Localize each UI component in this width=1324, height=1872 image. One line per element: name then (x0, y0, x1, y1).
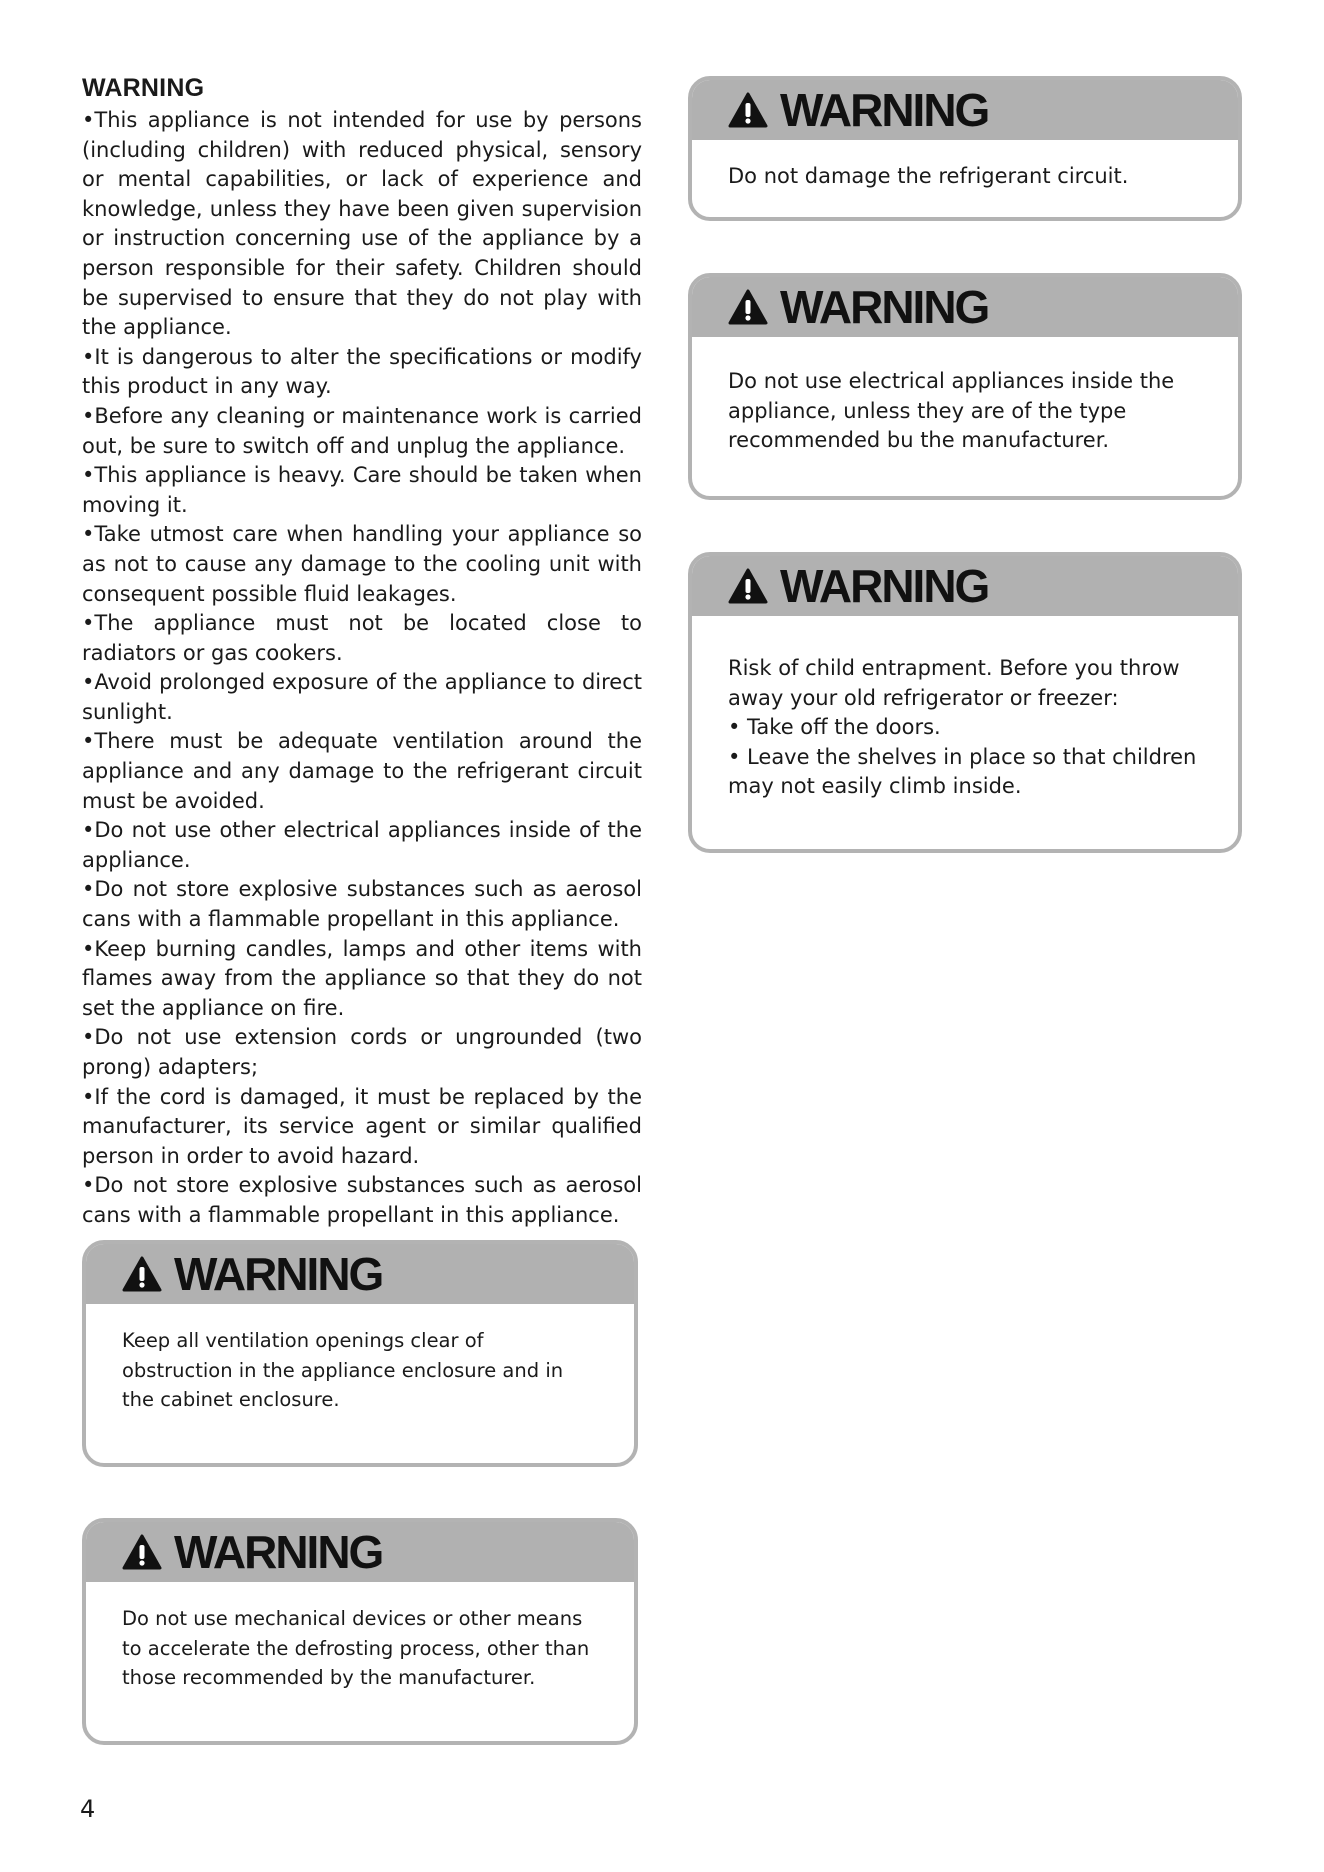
warning-box-body (86, 1304, 634, 1415)
warning-item: • Do not use other electrical appliances inside of the appliance. (82, 816, 642, 875)
warning-item: • This appliance is heavy. Care should be taken when moving it. (82, 461, 642, 520)
warning-box-header (692, 556, 1238, 616)
warning-box-refrigerant (688, 76, 1242, 221)
warning-box-title: WARNING (174, 1248, 383, 1300)
warning-box-body (86, 1582, 634, 1693)
main-warning-section (82, 74, 642, 1231)
warning-box-text: • Leave the shelves in place so that children may not easily climb inside. (728, 744, 1197, 799)
warning-box-header (86, 1244, 634, 1304)
warning-box-text: • Take off the doors. (728, 715, 941, 740)
warning-box-text: Do not damage the refrigerant circuit. (728, 164, 1129, 188)
warning-box-electrical (688, 273, 1242, 500)
warning-box-text: Risk of child entrapment. Before you throw away your old refrigerator or freezer: (728, 656, 1180, 710)
warning-box-entrapment (688, 552, 1242, 853)
warning-box-title: WARNING (174, 1526, 383, 1578)
warning-triangle-icon (728, 92, 768, 128)
warning-item: • There must be adequate ventilation around the appliance and any damage to the refrigerant circuit must be avoided. (82, 727, 642, 816)
warning-box-header (692, 80, 1238, 140)
warning-item: • If the cord is damaged, it must be replaced by the manufacturer, its service agent or similar qualified person in order to avoid hazard. (82, 1083, 642, 1172)
warning-item: • Take utmost care when handling your appliance so as not to cause any damage to the cooling unit with consequent possible fluid leakages. (82, 520, 642, 609)
main-warning-heading: WARNING (82, 74, 205, 102)
warning-item: • The appliance must not be located close to radiators or gas cookers. (82, 609, 642, 668)
warning-box-header (86, 1522, 634, 1582)
warning-box-title: WARNING (780, 84, 989, 136)
warning-box-text: Keep all ventilation openings clear of obstruction in the appliance enclosure and in the cabinet enclosure. (122, 1329, 564, 1412)
warning-box-title: WARNING (780, 560, 989, 612)
warning-item: • This appliance is not intended for use by persons (including children) with reduced physical, sensory or mental capabilities, or lack of experience and knowledge, unless they have been given supervision or instruction concerning use of the appliance by a person responsible for their safety. Children should be supervised to ensure that they do not play with the appliance. (82, 106, 642, 343)
warning-item: • Keep burning candles, lamps and other items with flames away from the appliance so that they do not set the appliance on fire. (82, 935, 642, 1024)
page-number: 4 (80, 1795, 96, 1823)
warning-triangle-icon (728, 289, 768, 325)
warning-box-text: Do not use electrical appliances inside the appliance, unless they are of the type recommended bu the manufacturer. (728, 369, 1175, 453)
warning-box-body (692, 337, 1238, 456)
warning-box-text: Do not use mechanical devices or other means to accelerate the defrosting process, other than those recommended by the manufacturer. (122, 1607, 590, 1690)
warning-triangle-icon (122, 1256, 162, 1292)
warning-box-body (692, 616, 1238, 802)
warning-triangle-icon (728, 568, 768, 604)
warning-box-ventilation (82, 1240, 638, 1467)
warning-item: • Do not store explosive substances such as aerosol cans with a flammable propellant in this appliance. (82, 1171, 642, 1230)
warning-box-title: WARNING (780, 281, 989, 333)
warning-box-header (692, 277, 1238, 337)
warning-item: • Before any cleaning or maintenance work is carried out, be sure to switch off and unplug the appliance. (82, 402, 642, 461)
warning-item: • It is dangerous to alter the specifications or modify this product in any way. (82, 343, 642, 402)
warning-triangle-icon (122, 1534, 162, 1570)
warning-box-defrosting (82, 1518, 638, 1745)
warning-list (82, 106, 642, 1231)
warning-item: • Do not use extension cords or ungrounded (two prong) adapters; (82, 1023, 642, 1082)
warning-item: • Avoid prolonged exposure of the appliance to direct sunlight. (82, 668, 642, 727)
warning-box-body (692, 140, 1238, 192)
warning-item: • Do not store explosive substances such as aerosol cans with a flammable propellant in this appliance. (82, 875, 642, 934)
